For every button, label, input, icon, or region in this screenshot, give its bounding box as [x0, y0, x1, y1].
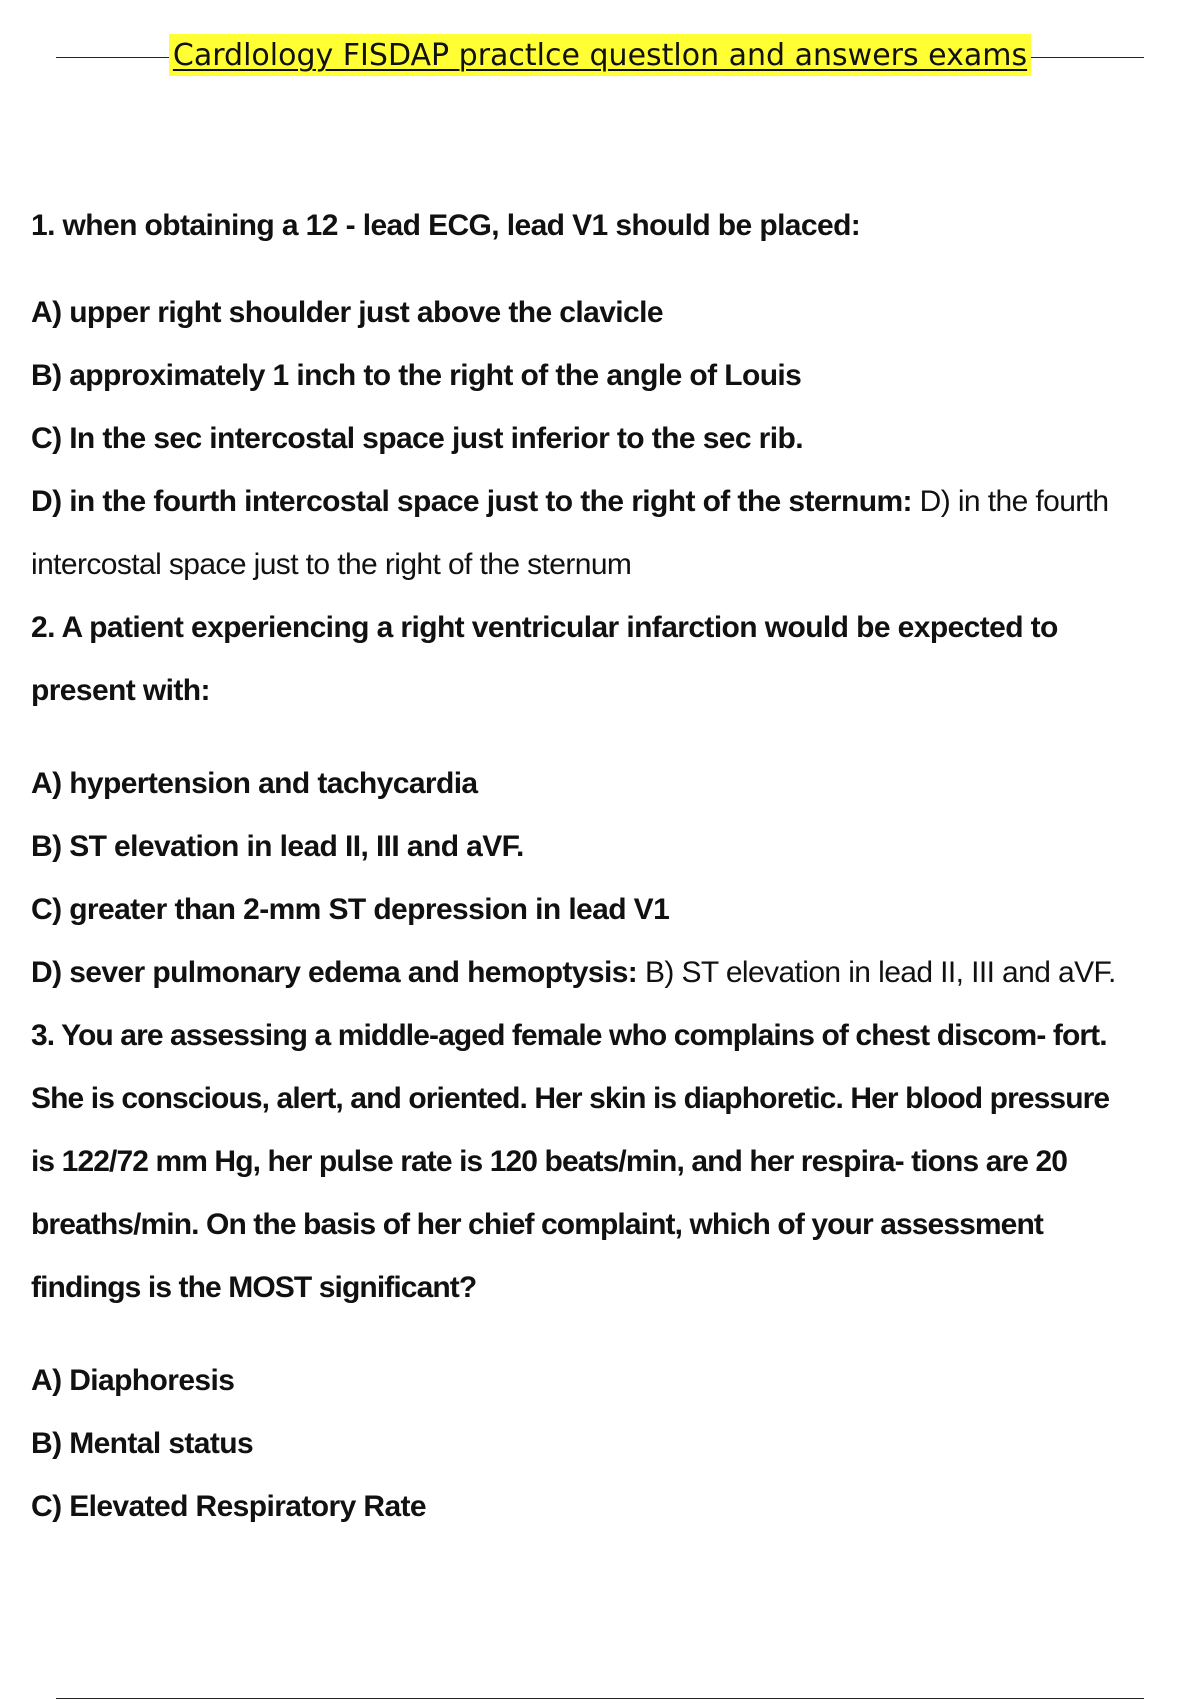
question-2-option-c: C) greater than 2-mm ST depression in lead V1 [31, 893, 670, 926]
question-3-prompt-line-3: is 122/72 mm Hg, her pulse rate is 120 beats/min, and her respira- tions are 20 [31, 1145, 1068, 1178]
question-2-option-b: B) ST elevation in lead II, III and aVF. [31, 830, 524, 863]
question-1-answer-continued: intercostal space just to the right of the sternum [31, 548, 632, 581]
question-1-option-b: B) approximately 1 inch to the right of the angle of Louis [31, 359, 802, 392]
question-3-prompt-line-4: breaths/min. On the basis of her chief complaint, which of your assessment [31, 1208, 1043, 1241]
document-body [31, 194, 1171, 1538]
question-1-option-c: C) In the sec intercostal space just inferior to the sec rib. [31, 422, 803, 455]
question-2-option-a: A) hypertension and tachycardia [31, 767, 478, 800]
question-1-option-d: D) in the fourth intercostal space just to the right of the sternum: [31, 485, 912, 518]
question-3-prompt-line-5: findings is the MOST significant? [31, 1271, 477, 1304]
title-wrap [0, 34, 1200, 76]
question-1-answer: D) in the fourth [919, 485, 1109, 518]
footer-rule [56, 1698, 1144, 1699]
question-2-prompt-line-1: 2. A patient experiencing a right ventricular infarction would be expected to [31, 611, 1058, 644]
spacer [31, 722, 1171, 752]
question-3-option-a: A) Diaphoresis [31, 1364, 235, 1397]
spacer [31, 257, 1171, 281]
page-title: Cardlology FISDAP practlce questlon and answers exams [169, 34, 1031, 76]
question-3-option-b: B) Mental status [31, 1427, 254, 1460]
question-3-prompt-line-2: She is conscious, alert, and oriented. Her skin is diaphoretic. Her blood pressure [31, 1082, 1110, 1115]
question-1-option-a: A) upper right shoulder just above the clavicle [31, 296, 663, 329]
question-3-option-c: C) Elevated Respiratory Rate [31, 1490, 427, 1523]
question-2-answer: B) ST elevation in lead II, III and aVF. [644, 956, 1116, 989]
question-2-option-d: D) sever pulmonary edema and hemoptysis: [31, 956, 638, 989]
question-1-option-d-line [31, 470, 1171, 533]
question-2-option-d-line [31, 941, 1171, 1004]
question-2-prompt-line-2: present with: [31, 674, 210, 707]
spacer [31, 1319, 1171, 1349]
question-1-prompt: 1. when obtaining a 12 - lead ECG, lead V1 should be placed: [31, 209, 861, 242]
question-3-prompt-line-1: 3. You are assessing a middle-aged female who complains of chest discom- fort. [31, 1019, 1107, 1052]
